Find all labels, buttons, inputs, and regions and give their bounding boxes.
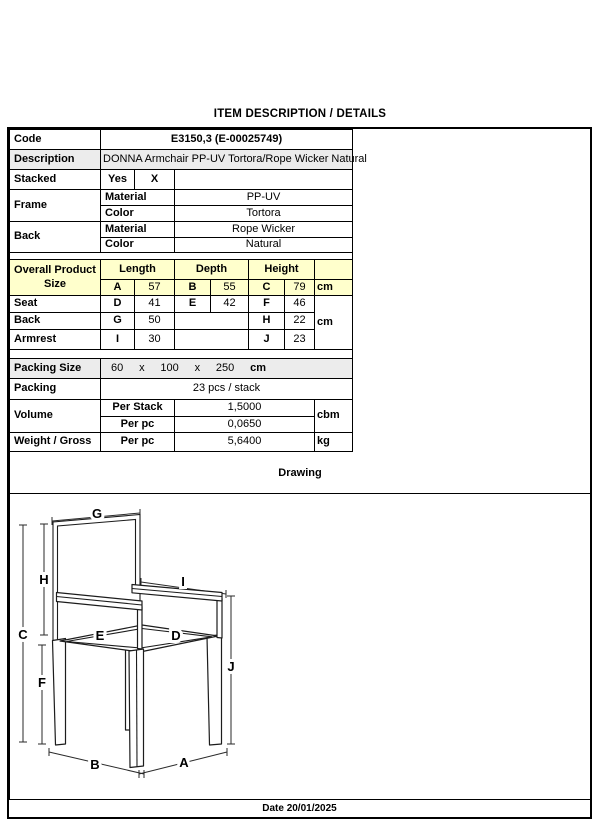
backrest-inner-line — [58, 520, 136, 641]
size-col-depth: Depth — [175, 260, 249, 280]
drawing-panel — [9, 452, 590, 799]
dim-label-d: D — [171, 628, 181, 643]
armrest-i-key: I — [101, 330, 135, 350]
weight-label: Weight / Gross — [10, 433, 101, 452]
stacked-empty-cell — [175, 170, 353, 190]
seat-row — [10, 296, 353, 313]
code-row — [10, 130, 353, 150]
spec-document — [7, 127, 592, 819]
packing-size-d2: 100 — [160, 361, 179, 374]
packing-size-label: Packing Size — [10, 359, 101, 379]
back-size-label: Back — [10, 313, 101, 330]
size-col-height: Height — [249, 260, 315, 280]
page-title: ITEM DESCRIPTION / DETAILS — [213, 108, 387, 120]
back-material-label: Material — [101, 222, 175, 238]
back-g-key: G — [101, 313, 135, 330]
spec-table — [9, 129, 367, 452]
description-label: Description — [10, 150, 101, 170]
seat-f-key: F — [249, 296, 285, 313]
spec-table-section — [9, 129, 367, 452]
back-color-label: Color — [101, 238, 175, 253]
description-row — [10, 150, 353, 170]
seat-e-val: 42 — [211, 296, 249, 313]
volume-unit: cbm — [315, 400, 353, 433]
frame-material-label: Material — [101, 190, 175, 206]
dim-label-h: H — [39, 572, 49, 587]
frame-material-value: PP-UV — [175, 190, 353, 206]
weight-unit: kg — [315, 433, 353, 452]
armrest-depth-empty — [175, 330, 249, 350]
dim-label-f: F — [38, 675, 46, 690]
dim-label-i: I — [181, 574, 185, 589]
packing-size-d3: 250 — [215, 361, 235, 374]
code-value: E3150,3 (E-00025749) — [101, 130, 353, 150]
packing-value: 23 pcs / stack — [101, 379, 353, 400]
armrest-j-key: J — [249, 330, 285, 350]
right-armrest-support — [217, 598, 222, 638]
packing-size-d1: 60 — [111, 361, 124, 374]
date-row: Date 20/01/2025 — [9, 799, 590, 817]
description-value: DONNA Armchair PP-UV Tortora/Rope Wicker Natural — [101, 150, 353, 170]
size-overall-a-key: A — [101, 280, 135, 296]
volume-stack-row — [10, 400, 353, 417]
code-label: Code — [10, 130, 101, 150]
packing-size-row — [10, 359, 353, 379]
stacked-label: Stacked — [10, 170, 101, 190]
back-h-val: 22 — [285, 313, 315, 330]
armchair-drawing — [10, 494, 248, 794]
frame-color-value: Tortora — [175, 206, 353, 222]
drawing-area — [10, 494, 590, 799]
dim-label-b: B — [90, 757, 100, 772]
volume-stack-key: Per Stack — [101, 400, 175, 417]
packing-size-unit: cm — [250, 361, 267, 374]
seat-d-key: D — [101, 296, 135, 313]
size-overall-c-key: C — [249, 280, 285, 296]
chair-left-leg — [53, 639, 66, 746]
front-leg-edge — [137, 650, 138, 767]
dim-label-c: C — [18, 627, 28, 642]
size-unit-header-cell — [315, 260, 353, 280]
back-material-row — [10, 222, 353, 238]
back-material-value: Rope Wicker — [175, 222, 353, 238]
back-label: Back — [10, 222, 101, 253]
left-armrest-support — [138, 606, 143, 649]
packing-size-x2: x — [194, 361, 201, 374]
size-overall-b-key: B — [175, 280, 211, 296]
armrest-j-val: 23 — [285, 330, 315, 350]
size-overall-b-val: 55 — [211, 280, 249, 296]
spacer-row — [10, 350, 353, 359]
back-g-val: 50 — [135, 313, 175, 330]
back-depth-empty — [175, 313, 249, 330]
size-section-label: Overall Product Size — [10, 260, 101, 296]
size-overall-a-val: 57 — [135, 280, 175, 296]
volume-label: Volume — [10, 400, 101, 433]
weight-key: Per pc — [101, 433, 175, 452]
weight-row — [10, 433, 353, 452]
size-header-row — [10, 260, 353, 280]
packing-size-dimensions — [103, 363, 350, 375]
volume-pc-value: 0,0650 — [175, 417, 315, 433]
spacer-row — [10, 253, 353, 260]
back-size-row — [10, 313, 353, 330]
spacer-cell — [10, 350, 353, 359]
volume-stack-value: 1,5000 — [175, 400, 315, 417]
size-unit-cell: cm — [315, 296, 353, 350]
armrest-row — [10, 330, 353, 350]
chair-right-leg — [207, 635, 222, 746]
backrest-outline — [53, 515, 140, 642]
seat-label: Seat — [10, 296, 101, 313]
seat-d-val: 41 — [135, 296, 175, 313]
frame-color-label: Color — [101, 206, 175, 222]
packing-size-value — [101, 359, 353, 379]
frame-label: Frame — [10, 190, 101, 222]
volume-pc-key: Per pc — [101, 417, 175, 433]
seat-e-key: E — [175, 296, 211, 313]
weight-value: 5,6400 — [175, 433, 315, 452]
back-h-key: H — [249, 313, 285, 330]
packing-label: Packing — [10, 379, 101, 400]
dim-label-g: G — [91, 506, 103, 521]
armchair-figure — [53, 515, 223, 768]
seat-f-val: 46 — [285, 296, 315, 313]
spacer-cell — [10, 253, 353, 260]
back-color-value: Natural — [175, 238, 353, 253]
size-overall-c-val: 79 — [285, 280, 315, 296]
armrest-i-val: 30 — [135, 330, 175, 350]
dim-label-a: A — [179, 755, 189, 770]
size-col-length: Length — [101, 260, 175, 280]
stacked-mark-cell: X — [135, 170, 175, 190]
frame-material-row — [10, 190, 353, 206]
stacked-yes-cell: Yes — [101, 170, 135, 190]
size-overall-unit: cm — [315, 280, 353, 296]
packing-row — [10, 379, 353, 400]
dim-label-j: J — [227, 659, 235, 674]
stacked-row — [10, 170, 353, 190]
armrest-label: Armrest — [10, 330, 101, 350]
packing-size-x1: x — [139, 361, 145, 374]
dim-label-e: E — [95, 628, 105, 643]
drawing-header: Drawing — [10, 452, 590, 494]
